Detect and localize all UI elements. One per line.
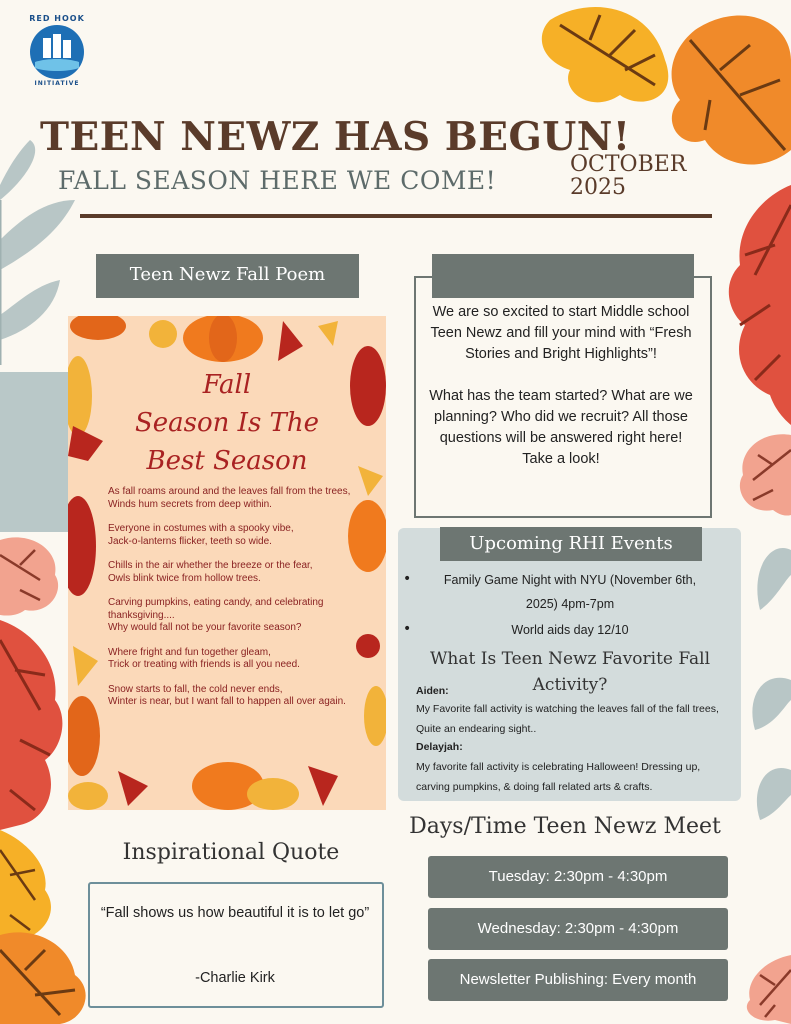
poem-banner: Teen Newz Fall Poem xyxy=(96,254,359,298)
favorite-heading-line-2: Activity? xyxy=(532,675,608,695)
poem-card xyxy=(68,316,386,810)
poem-title-line-2: Season Is The xyxy=(134,408,320,438)
meeting-tuesday: Tuesday: 2:30pm - 4:30pm xyxy=(428,856,728,898)
logo-bottom-text: INITIATIVE xyxy=(34,80,80,87)
person-2-name: Delayjah: xyxy=(416,741,463,753)
red-leaf-right-icon xyxy=(725,185,791,425)
person-1-name: Aiden: xyxy=(416,685,449,697)
intro-text xyxy=(428,302,694,491)
person-2-answer: My favorite fall activity is celebrating Halloween! Dressing up, carving pumpkins, & doing fall related arts & crafts. xyxy=(416,761,701,793)
page-title: TEEN NEWZ HAS BEGUN! xyxy=(40,114,631,160)
bullet-icon: • xyxy=(403,571,412,587)
pink-leaf-bottom-right-icon xyxy=(730,955,791,1024)
poem-stanza: As fall roams around and the leaves fall from the trees, Winds hum secrets from deep within. xyxy=(108,486,351,510)
poem-body xyxy=(108,486,384,721)
poem-stanza: Chills in the air whether the breeze or the fear, Owls blink twice from hollow trees. xyxy=(108,560,313,584)
intro-banner xyxy=(432,254,694,298)
poem-title xyxy=(68,366,386,480)
poem-title-line-3: Best Season xyxy=(146,446,308,476)
title-divider xyxy=(80,214,712,218)
issue-year: 2025 xyxy=(570,175,626,200)
quote-author: -Charlie Kirk xyxy=(195,970,275,986)
newsletter-publishing: Newsletter Publishing: Every month xyxy=(428,959,728,1001)
event-item-1-line-1: Family Game Night with NYU (November 6th, xyxy=(443,573,697,587)
issue-month: OCTOBER xyxy=(570,152,687,177)
intro-paragraph-2: What has the team started? What are we planning? Who did we recruit? All those questions will be answered right here! Take a look! xyxy=(429,388,693,467)
pink-leaf-right-icon xyxy=(728,430,791,520)
event-item-2: World aids day 12/10 xyxy=(511,623,629,637)
red-leaf-left-icon xyxy=(0,620,70,830)
intro-paragraph-1: We are so excited to start Middle school Teen Newz and fill your mind with “Fresh Stories and Bright Highlights”! xyxy=(430,304,692,362)
event-item-1-line-2: 2025) 4pm-7pm xyxy=(525,597,615,611)
poem-stanza: Where fright and fun together gleam, Trick or treating with friends is all you need. xyxy=(108,646,300,670)
page-subtitle: FALL SEASON HERE WE COME! xyxy=(58,166,497,195)
poem-stanza: Everyone in costumes with a spooky vibe, Jack-o-lanterns flicker, teeth so wide. xyxy=(108,523,294,547)
logo-emblem-icon xyxy=(29,24,85,80)
poem-stanza: Snow starts to fall, the cold never ends, Winter is near, but I want fall to happen all over again. xyxy=(108,683,346,707)
events-banner: Upcoming RHI Events xyxy=(440,527,702,561)
blue-block-left xyxy=(0,372,68,532)
red-hook-initiative-logo xyxy=(18,14,96,90)
quote-text: “Fall shows us how beautiful it is to let go” xyxy=(100,905,370,921)
person-1-answer: My Favorite fall activity is watching the leaves fall of the fall trees, Quite an endearing sight.. xyxy=(416,703,719,735)
poem-stanza: Carving pumpkins, eating candy, and celebrating thanksgiving.... Why would fall not be your favorite season? xyxy=(108,597,324,633)
meeting-wednesday: Wednesday: 2:30pm - 4:30pm xyxy=(428,908,728,950)
poem-title-line-1: Fall xyxy=(202,370,252,400)
bullet-icon: • xyxy=(403,621,412,637)
logo-top-text: RED HOOK xyxy=(29,14,85,23)
favorite-activity-heading xyxy=(410,646,730,698)
meeting-times-heading: Days/Time Teen Newz Meet xyxy=(409,814,721,839)
quote-heading: Inspirational Quote xyxy=(122,840,340,865)
pink-leaf-left-icon xyxy=(0,530,68,620)
favorite-heading-line-1: What Is Teen Newz Favorite Fall xyxy=(429,649,711,669)
orange-leaf-bottom-left-icon xyxy=(0,925,95,1024)
